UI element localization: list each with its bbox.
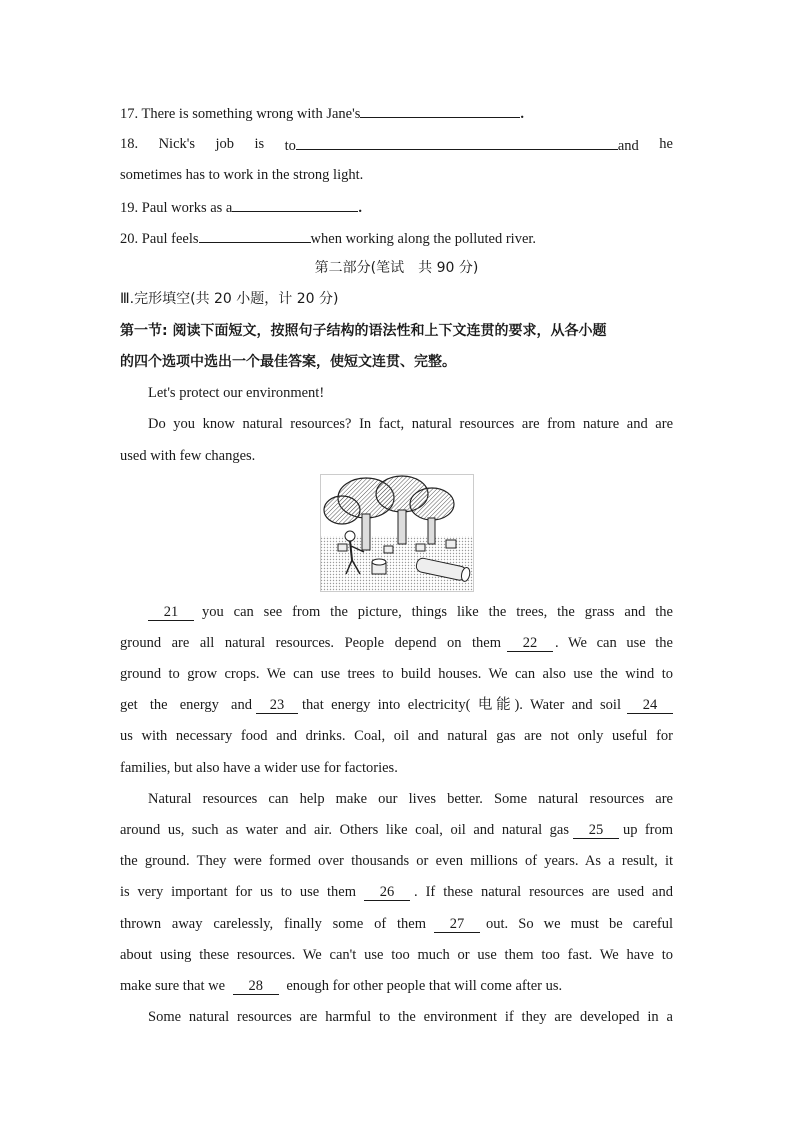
question-18-word: job [215,136,235,152]
cloze-blank-24[interactable]: 24 [627,697,673,714]
paragraph-2-text: that energy into electricity( 电能). Water and soil [302,697,621,713]
question-17-text: 17. There is something wrong with Jane's [120,106,361,122]
cloze-blank-26[interactable]: 26 [364,884,410,901]
trees-and-cut-stumps-illustration [320,474,474,592]
question-17-period: . [520,106,524,122]
question-20 [120,227,536,249]
question-18-word: he [659,136,673,152]
paragraph-3-text: enough for other people that will come after us. [286,978,563,994]
paragraph-2-line-1 [148,602,673,622]
cloze-blank-22[interactable]: 22 [507,635,553,652]
question-18-line1 [120,134,673,156]
paragraph-3-line-3: the ground. They were formed over thousands or even millions of years. As a result, it [120,853,673,869]
question-19 [120,196,362,218]
question-18-word: is [254,136,265,152]
paragraph-1-line-1: Do you know natural resources? In fact, natural resources are from nature and are [148,416,673,432]
paragraph-4-line-1: Some natural resources are harmful to the environment if they are developed in a [148,1009,673,1025]
question-19-period: . [358,200,362,216]
paragraph-2-line-4 [120,695,673,715]
cloze-blank-23[interactable]: 23 [256,697,298,714]
cloze-blank-21[interactable]: 21 [148,604,194,621]
paragraph-3-text: . If these natural resources are used and [414,884,673,900]
instruction-line-2: 的四个选项中选出一个最佳答案，使短文连贯、完整。 [120,354,456,370]
paragraph-2-text: . We can use the [555,635,673,651]
question-20-suffix: when working along the polluted river. [310,231,537,247]
part-3-heading: Ⅲ.完形填空(共 20 小题，计 20 分) [120,291,339,307]
question-18-line2: sometimes has to work in the strong light. [120,167,364,183]
paragraph-3-text: thrown away carelessly, finally some of them [120,916,426,932]
paragraph-3-text: is very important for us to use them [120,884,356,900]
paragraph-3-line-4 [120,882,673,902]
paragraph-3-text: make sure that we [120,978,226,994]
paragraph-2-line-3: ground to grow crops. We can use trees to build houses. We can also use the wind to [120,666,673,682]
question-20-text: 20. Paul feels [120,231,199,247]
instruction-line-1: 第一节: 阅读下面短文，按照句子结构的语法性和上下文连贯的要求，从各小题 [120,323,607,339]
question-17 [120,102,524,124]
paragraph-2-line-5: us with necessary food and drinks. Coal, oil and natural gas are not only useful for [120,728,673,744]
answer-blank-17[interactable] [360,102,520,118]
paragraph-2-line-6: families, but also have a wider use for factories. [120,760,398,776]
question-18-word: to [284,138,296,154]
cloze-blank-28[interactable]: 28 [233,978,279,995]
cloze-blank-27[interactable]: 27 [434,916,480,933]
passage-title: Let's protect our environment! [148,385,325,401]
answer-blank-20[interactable] [199,227,311,243]
question-18-word: and [617,138,639,154]
paragraph-1-line-2: used with few changes. [120,448,256,464]
answer-blank-19[interactable] [232,196,358,212]
paragraph-2-text: get the energy and [120,697,252,713]
paragraph-2-text: you can see from the picture, things like the trees, the grass and the [202,604,673,620]
paragraph-3-text: around us, such as water and air. Others like coal, oil and natural gas [120,822,569,838]
paragraph-3-line-6: about using these resources. We can't use too much or use them too fast. We have to [120,947,673,963]
question-18-number: 18. [120,136,139,152]
paragraph-3-line-5 [120,914,673,934]
paragraph-3-text: out. So we must be careful [486,916,673,932]
paragraph-3-line-7 [120,976,562,996]
question-18-word: Nick's [158,136,196,152]
paragraph-3-line-1: Natural resources can help make our lives better. Some natural resources are [148,791,673,807]
cloze-blank-25[interactable]: 25 [573,822,619,839]
paragraph-2-line-2 [120,633,673,653]
paragraph-3-line-2 [120,820,673,840]
answer-blank-18[interactable] [296,134,618,150]
paragraph-3-text: up from [623,822,673,838]
section-2-title: 第二部分(笔试 共 90 分) [314,260,479,276]
question-19-text: 19. Paul works as a [120,200,233,216]
paragraph-2-text: ground are all natural resources. People depend on them [120,635,501,651]
